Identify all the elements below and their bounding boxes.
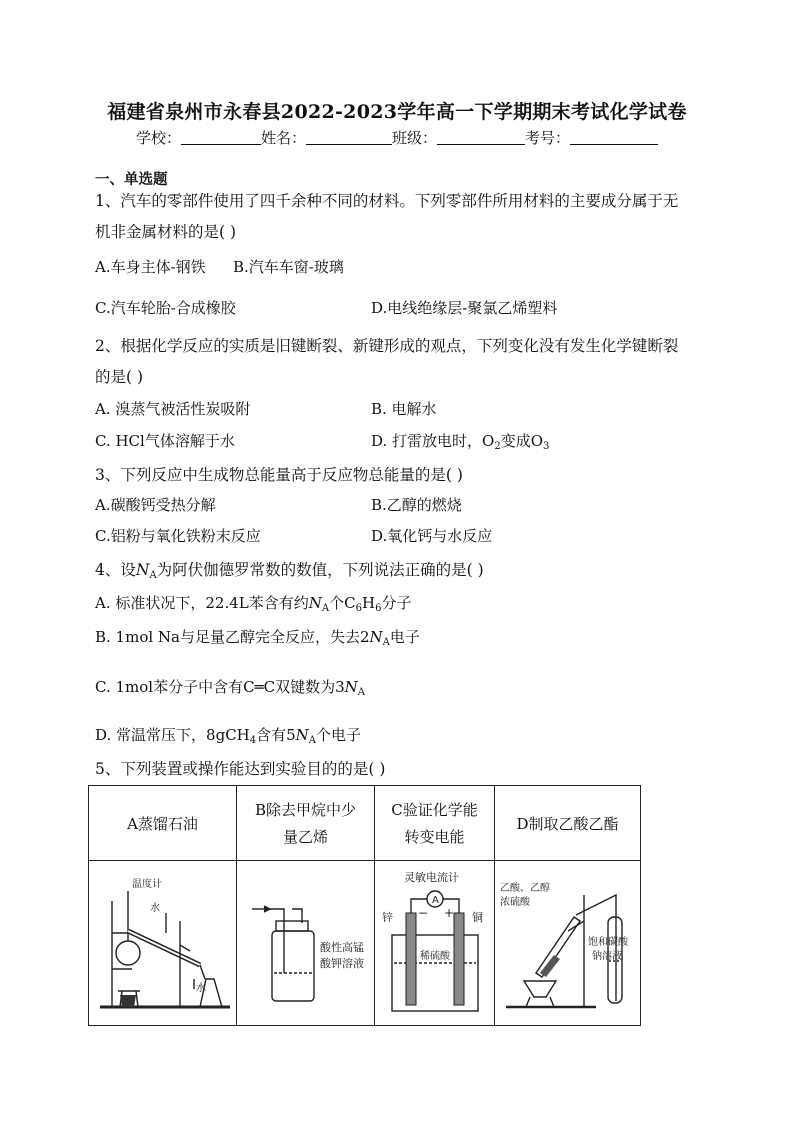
apparatus-table (88, 785, 641, 1026)
q3-option-a: A.碳酸钙受热分解 (95, 496, 216, 514)
class-label: 班级： (392, 129, 438, 147)
school-blank[interactable] (181, 131, 261, 145)
q4-stem: 4、设$N_A$为阿伏伽德罗常数的数值，下列说法正确的是( ) (95, 561, 484, 581)
q3-stem: 3、下列反应中生成物总能量高于反应物总能量的是( ) (95, 466, 463, 484)
q2-option-b: B. 电解水 (371, 400, 437, 418)
gas-washing-bottle-icon (238, 861, 374, 1021)
q3-option-c: C.铝粉与氧化铁粉末反应 (95, 527, 261, 545)
svg-text:乙酸、乙醇: 乙酸、乙醇 (499, 883, 550, 894)
svg-text:温度计: 温度计 (131, 879, 162, 890)
q2-option-a: A. 溴蒸气被活性炭吸附 (95, 400, 251, 418)
exam-number-label: 考号： (525, 129, 571, 147)
svg-text:铜: 铜 (471, 911, 483, 924)
exam-number-blank[interactable] (570, 131, 658, 145)
q2-option-c: C. HCl气体溶解于水 (95, 432, 235, 450)
q4-option-c: C. 1mol苯分子中含有C═C双键数为$3N_A$ (95, 678, 365, 698)
svg-text:酸钾溶液: 酸钾溶液 (319, 957, 364, 970)
ethyl-acetate-figure (495, 861, 641, 1026)
name-label: 姓名： (260, 129, 306, 147)
q1-option-b: B.汽车车窗-玻璃 (233, 258, 344, 276)
svg-text:水: 水 (195, 983, 206, 994)
svg-text:饱和碳酸: 饱和碳酸 (587, 937, 628, 948)
distillation-figure (89, 861, 237, 1026)
student-info-row (0, 127, 794, 148)
q1-option-c: C.汽车轮胎-合成橡胶 (95, 299, 236, 317)
galvanic-cell-figure (375, 861, 495, 1026)
svg-text:酸性高锰: 酸性高锰 (319, 941, 364, 954)
svg-text:水: 水 (149, 903, 160, 914)
q5-stem: 5、下列装置或操作能达到实验目的的是( ) (95, 760, 386, 778)
q1-option-a: A.车身主体-钢铁 (95, 258, 206, 276)
galvanic-cell-icon (376, 861, 494, 1021)
q2-option-d: D. 打雷放电时，$O_2$变成$O_3$ (371, 432, 550, 452)
gas-washing-figure (237, 861, 375, 1026)
q4-option-b: B. 1mol Na与足量乙醇完全反应，失去$2N_A$电子 (95, 628, 420, 648)
svg-text:灵敏电流计: 灵敏电流计 (403, 871, 459, 884)
name-blank[interactable] (306, 131, 392, 145)
col-c-header: C验证化学能 转变电能 (375, 786, 495, 861)
col-b-header: B除去甲烷中少 量乙烯 (237, 786, 375, 861)
q4-option-d: D. 常温常压下，8gCH$_4$含有$5N_A$个电子 (95, 726, 362, 746)
q1-stem-line1: 1、汽车的零部件使用了四千余种不同的材料。下列零部件所用材料的主要成分属于无 (95, 192, 679, 210)
q3-option-b: B.乙醇的燃烧 (371, 496, 462, 514)
svg-text:锌: 锌 (381, 911, 393, 924)
svg-text:钠溶液: 钠溶液 (591, 951, 622, 962)
distillation-apparatus-icon (90, 861, 236, 1021)
class-blank[interactable] (437, 131, 525, 145)
q4-option-a: A. 标准状况下，22.4L苯含有约$N_A$个$C_6H_6$分子 (95, 594, 412, 614)
svg-text:+: + (443, 906, 454, 920)
col-d-header: D制取乙酸乙酯 (495, 786, 641, 861)
svg-text:A: A (431, 895, 439, 906)
page-title: 福建省泉州市永春县2022-2023学年高一下学期期末考试化学试卷 (107, 101, 687, 123)
q1-option-d: D.电线绝缘层-聚氯乙烯塑料 (371, 299, 558, 317)
svg-text:稀硫酸: 稀硫酸 (419, 951, 450, 962)
q2-stem-line1: 2、根据化学反应的实质是旧键断裂、新键形成的观点，下列变化没有发生化学键断裂 (95, 337, 679, 355)
svg-text:浓硫酸: 浓硫酸 (499, 897, 530, 908)
school-label: 学校： (135, 129, 181, 147)
ethyl-acetate-apparatus-icon (496, 861, 640, 1021)
q2-stem-line2: 的是( ) (95, 368, 144, 386)
svg-text:−: − (417, 906, 428, 920)
section-heading: 一、单选题 (95, 171, 168, 188)
q1-stem-line2: 机非金属材料的是( ) (95, 223, 237, 241)
q3-option-d: D.氧化钙与水反应 (371, 527, 493, 545)
col-a-header: A蒸馏石油 (89, 786, 237, 861)
